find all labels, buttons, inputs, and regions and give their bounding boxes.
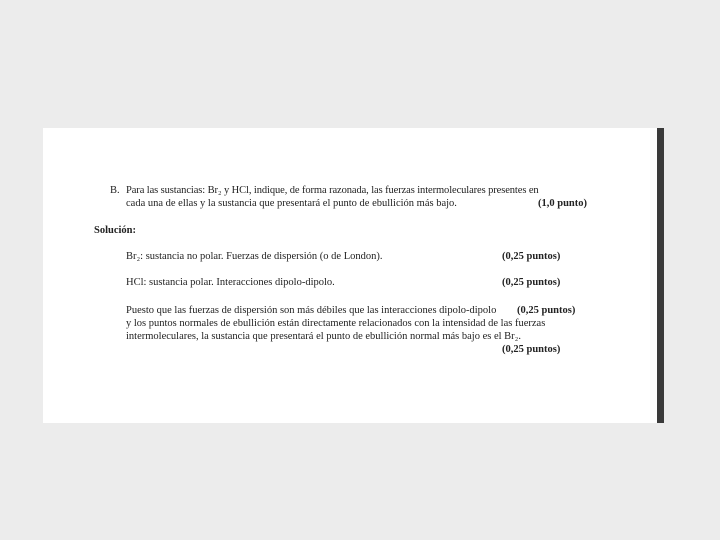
hcl-points: (0,25 puntos) <box>502 277 561 288</box>
question-letter: B. <box>110 185 120 196</box>
br2-points: (0,25 puntos) <box>502 251 561 262</box>
explanation-points-2: (0,25 puntos) <box>502 344 561 355</box>
question-line-1: Para las sustancias: Br₂ y HCl, indique, de forma razonada, las fuerzas intermoleculares presentes en <box>126 185 539 196</box>
explanation-line-2: y los puntos normales de ebullición están directamente relacionados con la intensidad de las fuerzas <box>126 318 546 329</box>
solution-heading: Solución: <box>94 225 137 236</box>
hcl-description: HCl: sustancia polar. Interacciones dipolo-dipolo. <box>126 277 335 288</box>
question-line-2: cada una de ellas y la sustancia que presentará el punto de ebullición más bajo. <box>126 198 457 209</box>
br2-description: Br₂: sustancia no polar. Fuerzas de dispersión (o de London). <box>126 251 383 262</box>
explanation-points-1: (0,25 puntos) <box>517 305 576 316</box>
explanation-line-1: Puesto que las fuerzas de dispersión son más débiles que las interacciones dipolo-dipolo <box>126 305 497 316</box>
question-points: (1,0 punto) <box>538 198 588 209</box>
explanation-line-3: intermoleculares, la sustancia que presentará el punto de ebullición normal más bajo es el Br₂. <box>126 331 521 342</box>
page-edge-shadow <box>657 128 664 423</box>
